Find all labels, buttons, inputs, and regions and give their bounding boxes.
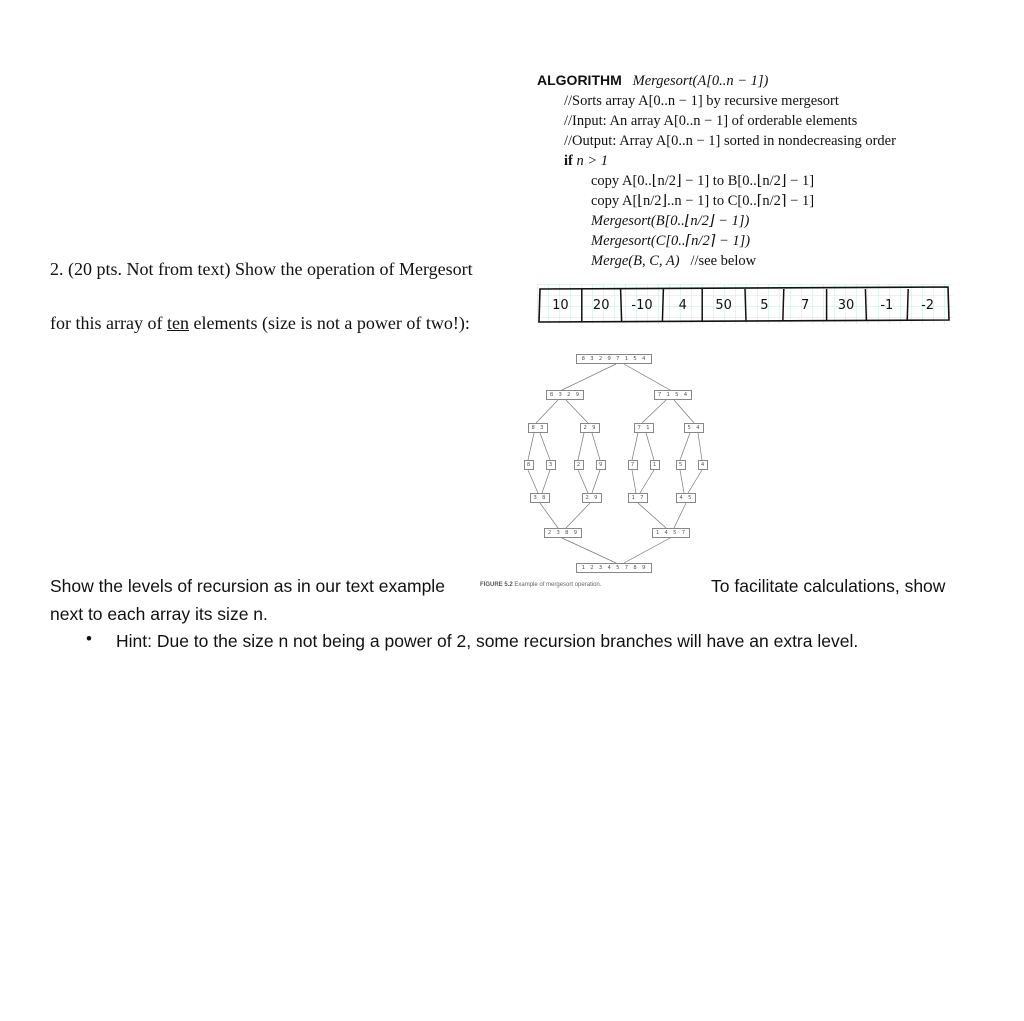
algorithm-call1-text: Mergesort(B[0..⌊n/2⌋ − 1]) <box>591 213 750 229</box>
fig-level2-c: 7 1 <box>634 423 654 433</box>
algorithm-block <box>537 70 896 271</box>
algorithm-comment-sorts: //Sorts array A[0..n − 1] by recursive mergesort <box>564 93 839 109</box>
algorithm-copy1: copy A[0..⌊n/2⌋ − 1] to B[0..⌊n/2⌋ − 1] <box>591 173 815 189</box>
fig-merge2-a: 3 8 <box>530 493 550 503</box>
question-line2 <box>50 313 470 334</box>
figure-caption-text: Example of mergesort operation. <box>514 582 602 588</box>
figure-caption <box>480 582 601 588</box>
fig-level3-a: 8 <box>524 460 534 470</box>
array-cell-3: 4 <box>678 298 687 313</box>
fig-level3-b: 3 <box>546 460 556 470</box>
algorithm-merge: Merge(B, C, A) <box>591 253 680 269</box>
array-cell-4: 50 <box>715 298 732 313</box>
array-divider <box>865 289 866 321</box>
algorithm-name: Mergesort(A[0..n − 1]) <box>632 73 769 89</box>
array-divider <box>621 289 622 321</box>
array-cell-2: -10 <box>631 298 653 313</box>
array-divider <box>745 289 746 321</box>
algorithm-call2-text: Mergesort(C[0..⌈n/2⌉ − 1]) <box>591 233 751 249</box>
fig-level3-h: 4 <box>698 460 708 470</box>
hint-bullet: • <box>86 629 92 648</box>
fig-level1-right: 7 1 5 4 <box>654 390 692 400</box>
array-cell-1: 20 <box>592 298 610 313</box>
fig-level2-b: 2 9 <box>580 423 600 433</box>
question-line1: 2. (20 pts. Not from text) Show the operation of Mergesort <box>50 259 473 279</box>
fig-merge2-b: 2 9 <box>582 493 602 503</box>
array-drawing <box>537 284 953 324</box>
fig-merge0: 1 2 3 4 5 7 8 9 <box>576 563 652 573</box>
array-divider <box>783 289 784 321</box>
hint-text: Hint: Due to the size n not being a power of 2, some recursion branches will have an extra level. <box>116 631 859 651</box>
array-cell-8: -1 <box>880 298 894 313</box>
fig-level3-c: 2 <box>574 460 584 470</box>
mergesort-figure <box>520 348 720 578</box>
instruction-show: Show the levels of recursion as in our text example <box>50 576 445 596</box>
question-line2-pre: for this array of <box>50 313 167 333</box>
array-cell-7: 30 <box>837 298 855 313</box>
fig-merge2-c: 1 7 <box>628 493 648 503</box>
fig-level3-g: 5 <box>676 460 686 470</box>
instruction-facilitate: To facilitate calculations, show <box>711 576 946 596</box>
algorithm-call1 <box>537 211 896 231</box>
instruction-next: next to each array its size n. <box>50 604 268 624</box>
fig-level3-e: 7 <box>628 460 638 470</box>
handwritten-array <box>537 284 953 324</box>
array-divider <box>907 289 908 321</box>
fig-merge1-left: 2 3 8 9 <box>544 528 582 538</box>
algorithm-comment-input: //Input: An array A[0..n − 1] of orderable elements <box>564 113 858 129</box>
array-cell-9: -2 <box>921 298 935 313</box>
algorithm-merge-line <box>537 251 896 271</box>
algorithm-merge-comment: //see below <box>690 253 757 269</box>
fig-level3-f: 1 <box>650 460 660 470</box>
fig-level1-left: 8 3 2 9 <box>546 390 584 400</box>
fig-level2-d: 5 4 <box>684 423 704 433</box>
fig-level0: 8 3 2 9 7 1 5 4 <box>576 354 652 364</box>
question-line2-post: elements (size is not a power of two!): <box>188 313 470 333</box>
fig-merge2-d: 4 5 <box>676 493 696 503</box>
algorithm-keyword: ALGORITHM <box>537 72 622 88</box>
algorithm-if-keyword: if <box>564 153 573 169</box>
algorithm-if-line <box>537 151 896 171</box>
fig-merge1-right: 1 4 5 7 <box>652 528 690 538</box>
array-divider <box>662 289 663 321</box>
fig-level2-a: 8 3 <box>528 423 548 433</box>
algorithm-comment-output: //Output: Array A[0..n − 1] sorted in nondecreasing order <box>564 133 896 149</box>
fig-level3-d: 9 <box>596 460 606 470</box>
array-cell-0: 10 <box>552 298 569 313</box>
algorithm-if-condition: n > 1 <box>576 153 609 169</box>
algorithm-call2 <box>537 231 896 251</box>
array-cell-5: 5 <box>760 298 769 313</box>
array-cell-6: 7 <box>801 298 810 313</box>
figure-caption-label: FIGURE 5.2 <box>480 582 513 588</box>
algorithm-copy2: copy A[⌊n/2⌋..n − 1] to C[0..⌈n/2⌉ − 1] <box>591 193 815 209</box>
algorithm-header <box>537 70 896 91</box>
question-line2-underlined: ten <box>166 313 189 333</box>
